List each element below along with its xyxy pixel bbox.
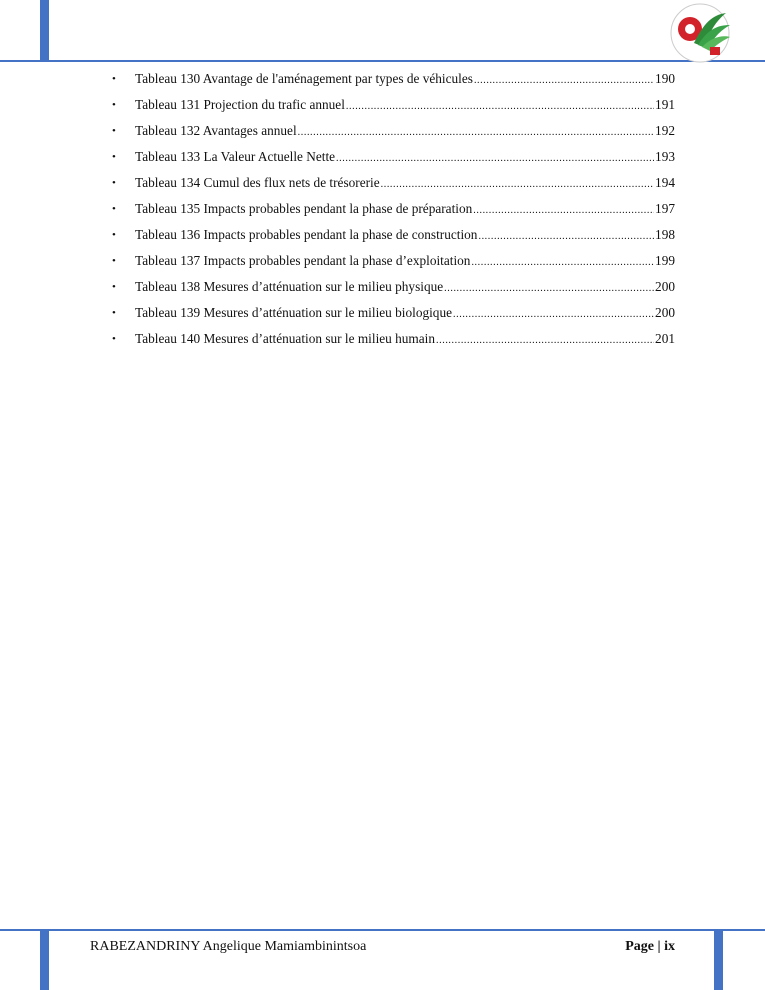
toc-page-number: 197 (655, 201, 675, 216)
leader-dots (336, 149, 654, 169)
toc-title: Tableau 134 Cumul des flux nets de trésorerie (135, 175, 380, 190)
footer-rule (0, 929, 765, 931)
bullet: • (112, 151, 116, 163)
toc-entry[interactable] (108, 121, 675, 147)
toc-title: Tableau 140 Mesures d’atténuation sur le milieu humain (135, 331, 436, 346)
toc-page-number: 198 (655, 227, 675, 242)
toc-page-number: 191 (655, 97, 675, 112)
bullet: • (112, 281, 116, 293)
toc-entry[interactable] (108, 199, 675, 225)
bullet: • (112, 177, 116, 189)
toc-title: Tableau 138 Mesures d’atténuation sur le milieu physique (135, 279, 444, 294)
toc-entry[interactable] (108, 277, 675, 303)
header-rule (0, 60, 765, 62)
leader-dots (346, 97, 654, 117)
toc-title: Tableau 131 Projection du trafic annuel (135, 97, 345, 112)
toc-entry[interactable] (108, 173, 675, 199)
bullet: • (112, 255, 116, 267)
bullet: • (112, 307, 116, 319)
toc-page-number: 200 (655, 279, 675, 294)
toc-page-number: 190 (655, 71, 675, 86)
leader-dots (478, 227, 654, 247)
bullet: • (112, 203, 116, 215)
leader-dots (436, 331, 654, 351)
toc-entry[interactable] (108, 95, 675, 121)
bullet: • (112, 229, 116, 241)
footer-left-bar (40, 931, 49, 990)
toc-title: Tableau 136 Impacts probables pendant la phase de construction (135, 227, 478, 242)
toc-entry[interactable] (108, 303, 675, 329)
footer-right-bar (714, 931, 723, 990)
footer-author: RABEZANDRINY Angelique Mamiambinintsoa (90, 939, 367, 954)
leader-dots (298, 123, 654, 143)
toc-title: Tableau 139 Mesures d’atténuation sur le milieu biologique (135, 305, 453, 320)
bullet: • (112, 73, 116, 85)
leader-dots (453, 305, 654, 325)
header-left-bar (40, 0, 49, 60)
leader-dots (471, 253, 654, 273)
bullet: • (112, 99, 116, 111)
university-logo-icon (664, 3, 736, 63)
toc-page-number: 192 (655, 123, 675, 138)
leader-dots (444, 279, 654, 299)
toc-title: Tableau 132 Avantages annuel (135, 123, 297, 138)
bullet: • (112, 125, 116, 137)
toc-title: Tableau 133 La Valeur Actuelle Nette (135, 149, 336, 164)
bullet: • (112, 333, 116, 345)
toc-entry[interactable] (108, 147, 675, 173)
toc-page-number: 199 (655, 253, 675, 268)
toc-page-number: 201 (655, 331, 675, 346)
toc-entry[interactable] (108, 69, 675, 95)
leader-dots (474, 71, 654, 91)
leader-dots (473, 201, 654, 221)
toc-title: Tableau 137 Impacts probables pendant la phase d’exploitation (135, 253, 471, 268)
footer-page-number: Page | ix (625, 939, 675, 954)
toc-entry[interactable] (108, 329, 675, 355)
toc-entry[interactable] (108, 251, 675, 277)
toc-page-number: 200 (655, 305, 675, 320)
toc-title: Tableau 135 Impacts probables pendant la phase de préparation (135, 201, 473, 216)
toc-entry[interactable] (108, 225, 675, 251)
toc-page-number: 193 (655, 149, 675, 164)
toc-list (108, 69, 675, 355)
leader-dots (381, 175, 654, 195)
toc-title: Tableau 130 Avantage de l'aménagement par types de véhicules (135, 71, 473, 86)
toc-page-number: 194 (655, 175, 675, 190)
